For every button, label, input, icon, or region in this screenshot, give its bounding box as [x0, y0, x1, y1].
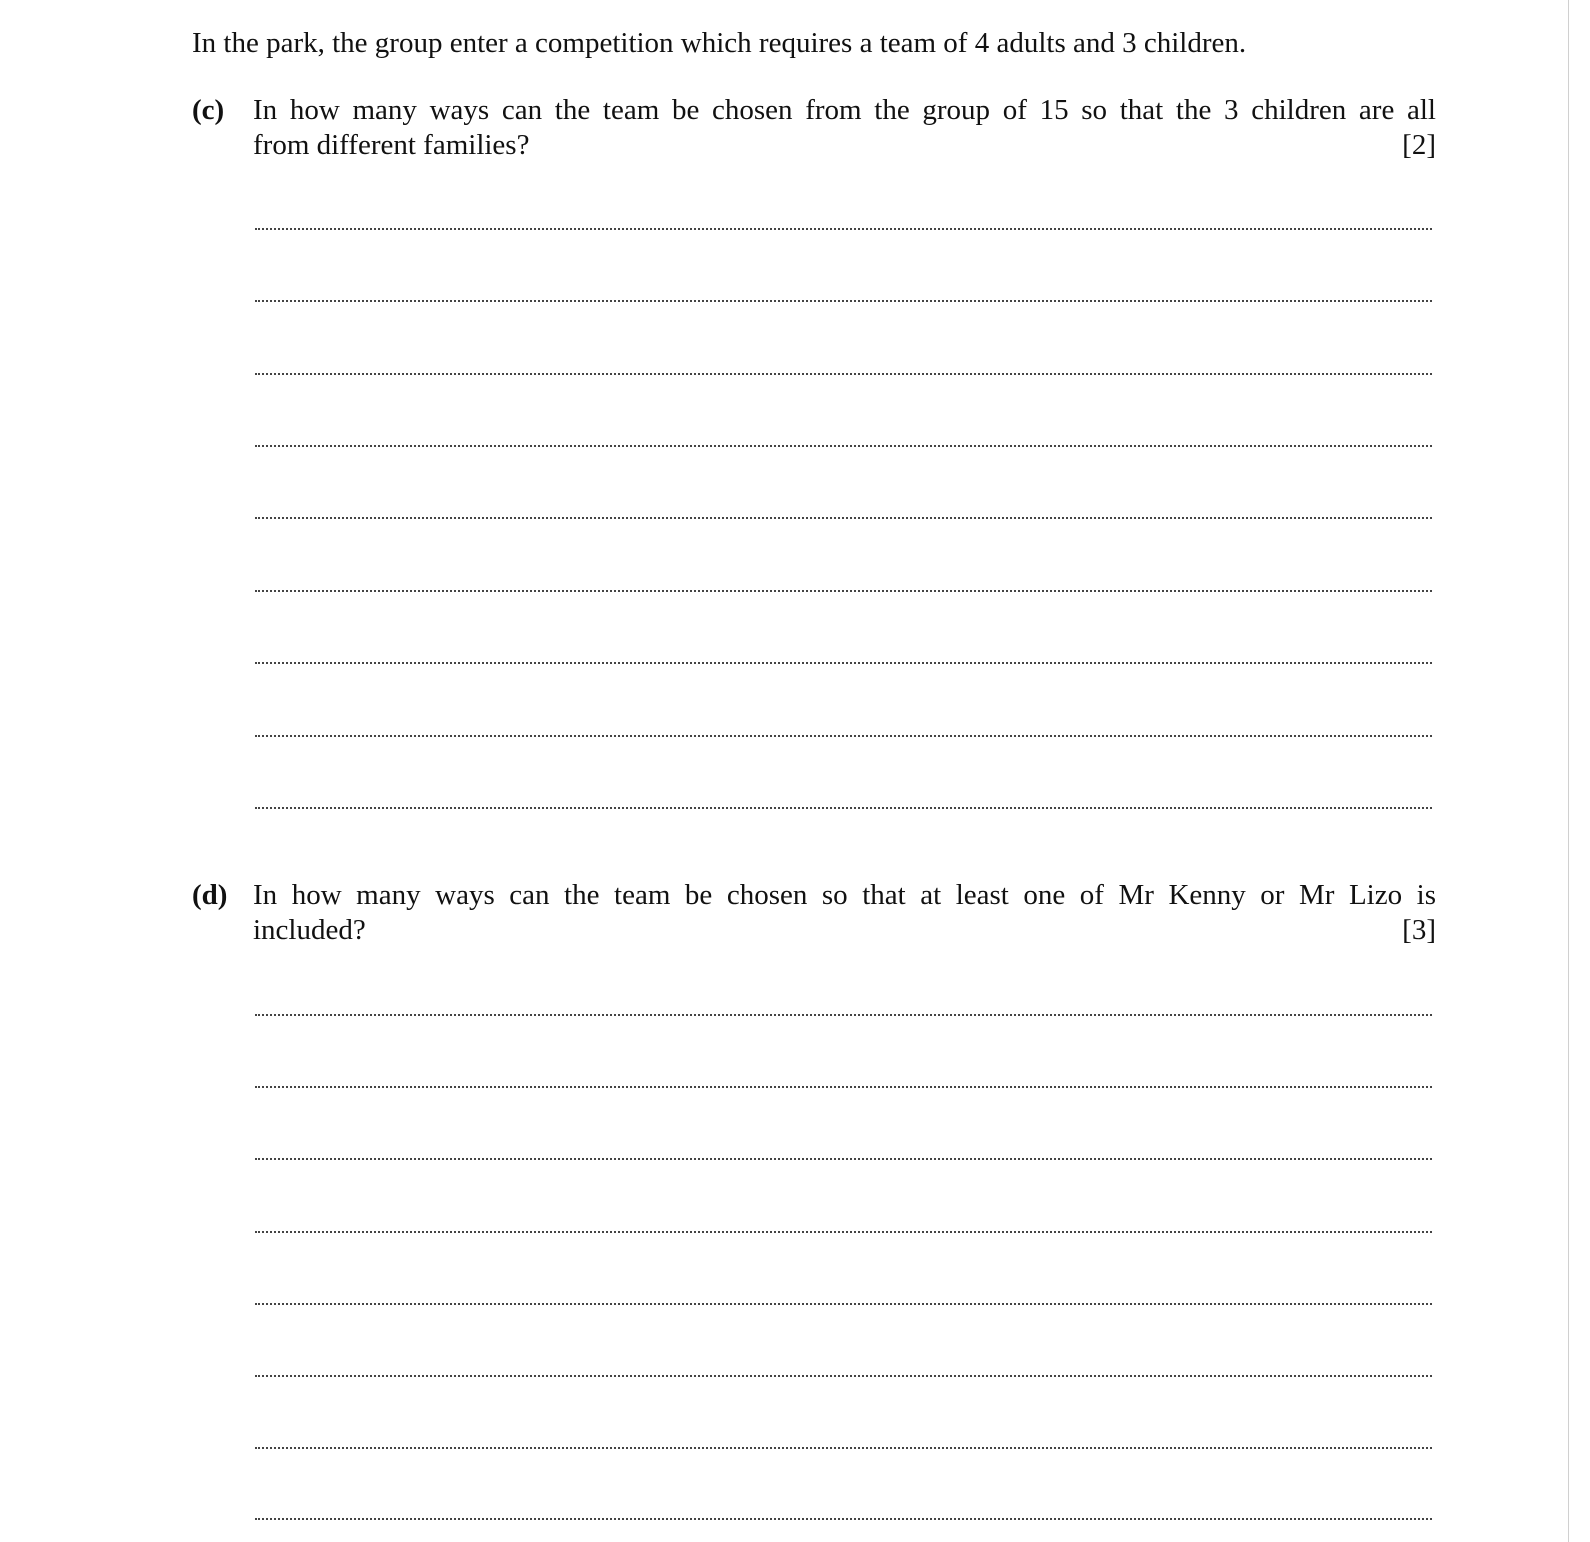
answer-line-d-8[interactable] [255, 1518, 1432, 1520]
answer-line-c-4[interactable] [255, 445, 1432, 447]
answer-line-c-9[interactable] [255, 807, 1432, 809]
answer-line-c-5[interactable] [255, 517, 1432, 519]
answer-line-d-7[interactable] [255, 1447, 1432, 1449]
question-d-text [253, 878, 1436, 948]
answer-line-c-7[interactable] [255, 662, 1432, 664]
answer-line-c-2[interactable] [255, 300, 1432, 302]
question-d [192, 878, 1436, 948]
question-c-line2: from different families? [253, 129, 530, 161]
question-d-marks: [3] [1402, 914, 1436, 946]
answer-line-c-8[interactable] [255, 735, 1432, 737]
answer-line-c-6[interactable] [255, 590, 1432, 592]
answer-line-c-1[interactable] [255, 228, 1432, 230]
question-c-marks: [2] [1402, 129, 1436, 161]
answer-line-d-5[interactable] [255, 1303, 1432, 1305]
answer-line-d-6[interactable] [255, 1375, 1432, 1377]
question-c [192, 93, 1436, 163]
answer-line-d-1[interactable] [255, 1014, 1432, 1016]
answer-line-d-2[interactable] [255, 1086, 1432, 1088]
question-d-line2-row [253, 913, 1436, 948]
question-d-line2: included? [253, 914, 366, 946]
question-d-label: (d) [192, 879, 228, 911]
question-c-label: (c) [192, 94, 225, 126]
question-c-text [253, 93, 1436, 163]
answer-line-c-3[interactable] [255, 373, 1432, 375]
page-edge-divider [1568, 0, 1569, 1542]
answer-line-d-3[interactable] [255, 1158, 1432, 1160]
intro-text: In the park, the group enter a competition which requires a team of 4 adults and 3 children. [192, 27, 1247, 59]
question-d-line1: In how many ways can the team be chosen so that at least one of Mr Kenny or Mr Lizo is [253, 879, 1436, 911]
question-c-line1: In how many ways can the team be chosen from the group of 15 so that the 3 children are all [253, 94, 1436, 126]
answer-line-d-4[interactable] [255, 1231, 1432, 1233]
question-c-line2-row [253, 128, 1436, 163]
